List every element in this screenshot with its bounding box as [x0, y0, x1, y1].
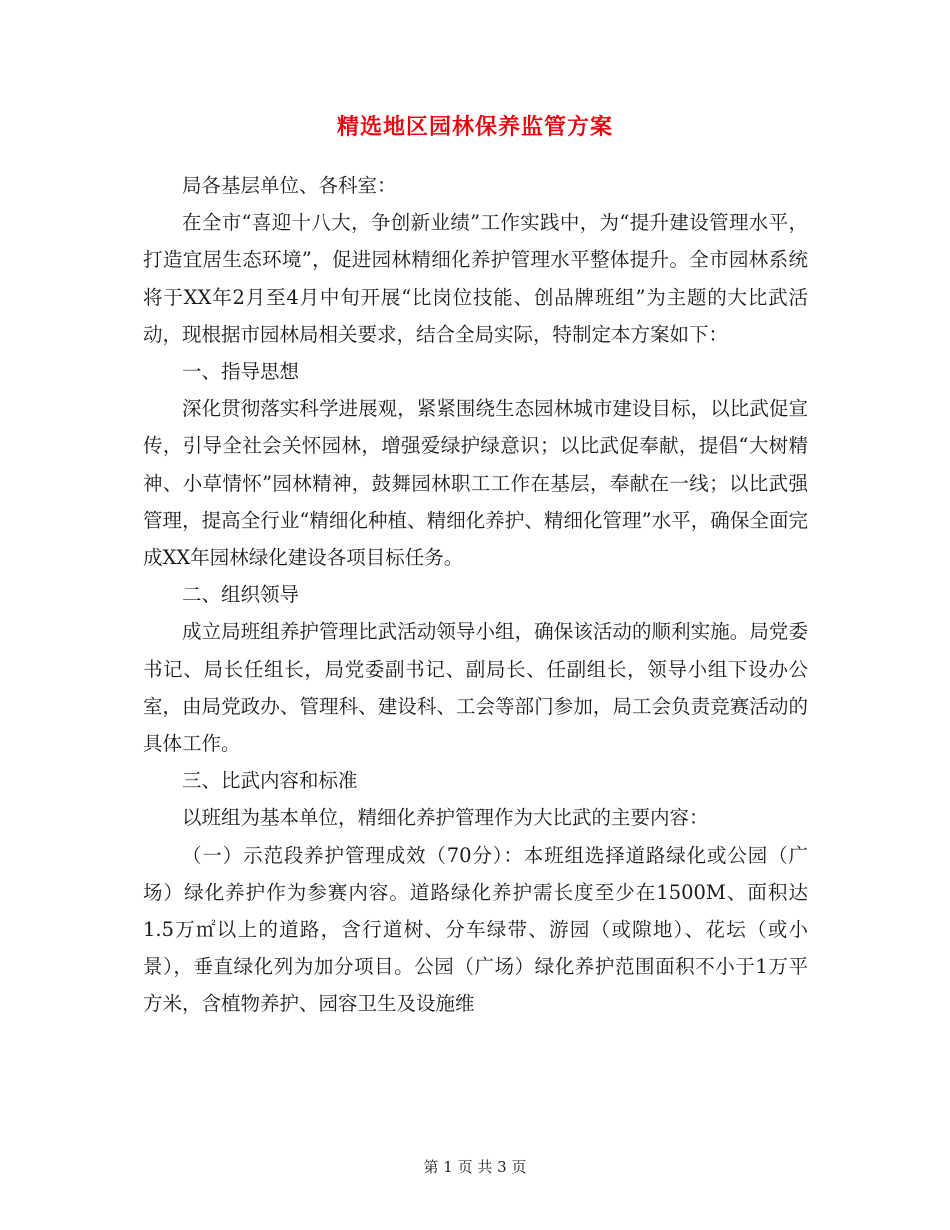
intro-paragraph: 在全市“喜迎十八大，争创新业绩”工作实践中，为“提升建设管理水平，打造宜居生态环境”，促进园林精细化养护管理水平整体提升。全市园林系统将于XX年2月至4月中旬开展“比岗位技能、创品牌班组”为主题的大比武活动，现根据市园林局相关要求，结合全局实际，特制定本方案如下： [143, 211, 808, 346]
salutation-paragraph: 局各基层单位、各科室： [182, 174, 397, 197]
section-heading-content-standards: 三、比武内容和标准 [182, 769, 358, 793]
section-heading-guiding-thought: 一、指导思想 [182, 360, 300, 384]
content-standards-paragraph: 以班组为基本单位，精细化养护管理作为大比武的主要内容： [182, 806, 709, 830]
document-title: 精选地区园林保养监管方案 [336, 114, 613, 140]
section-heading-leadership: 二、组织领导 [182, 583, 300, 607]
leadership-paragraph: 成立局班组养护管理比武活动领导小组，确保该活动的顺利实施。局党委书记、局长任组长，局党委副书记、副局长、任副组长，领导小组下设办公室，由局党政办、管理科、建设科、工会等部门参加，局工会负责竞赛活动的具体工作。 [143, 620, 808, 756]
page-number-label: 第 1 页 共 3 页 [423, 1158, 527, 1176]
document-body [143, 167, 808, 1023]
guiding-thought-paragraph: 深化贯彻落实科学进展观，紧紧围绕生态园林城市建设目标，以比武促宣传，引导全社会关怀园林，增强爱绿护绿意识；以比武促奉献，提倡“大树精神、小草情怀”园林精神，鼓舞园林职工工作在基层，奉献在一线；以比武强管理，提高全行业“精细化种植、精细化养护、精细化管理”水平，确保全面完成XX年园林绿化建设各项目标任务。 [143, 397, 808, 570]
page-footer [0, 1156, 950, 1177]
demo-section-paragraph: （一）示范段养护管理成效（70分）：本班组选择道路绿化或公园（广场）绿化养护作为参赛内容。道路绿化养护需长度至少在1500M、面积达1.5万㎡以上的道路，含行道树、分车绿带、游园（或隙地）、花坛（或小景），垂直绿化列为加分项目。公园（广场）绿化养护范围面积不小于1万平方米，含植物养护、园容卫生及设施维 [143, 843, 808, 1016]
